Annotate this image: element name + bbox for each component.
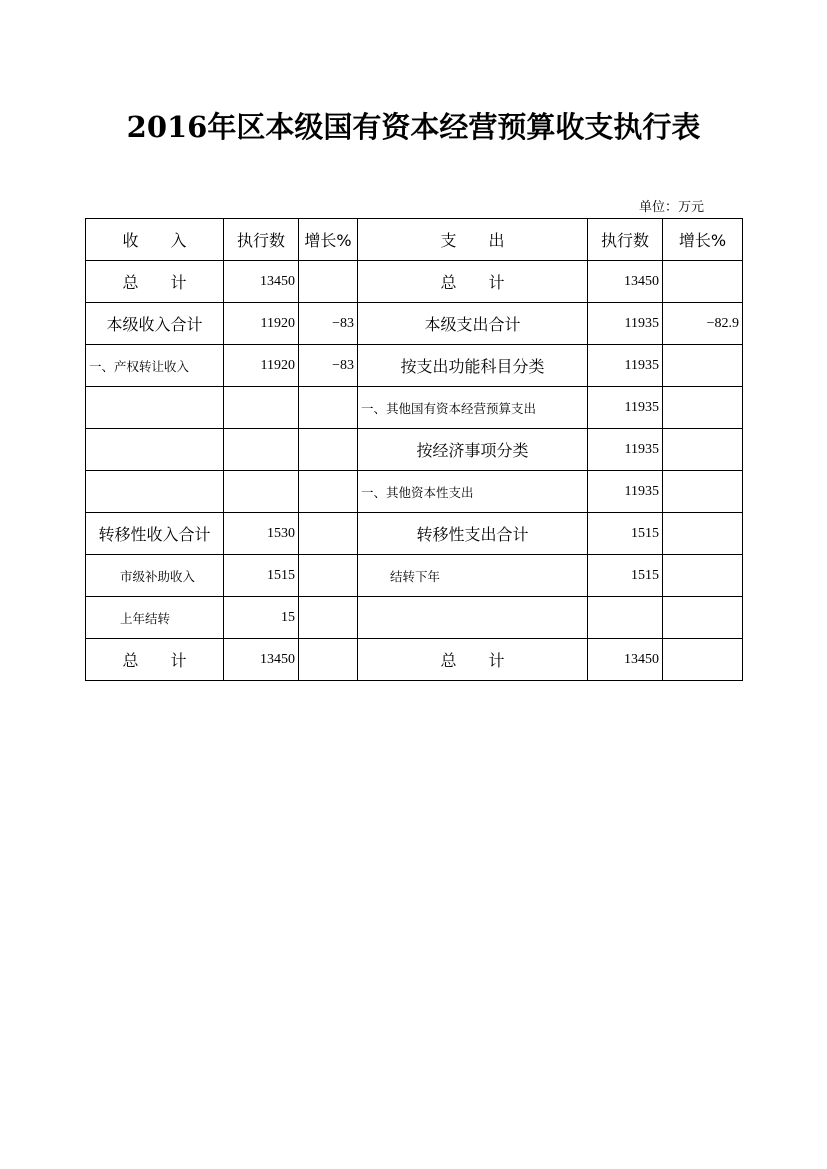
row-expense-exec: 11935 xyxy=(588,387,663,429)
row-expense-exec: 11935 xyxy=(588,303,663,345)
row-income-exec: 13450 xyxy=(224,261,299,303)
row-expense-exec: 1515 xyxy=(588,513,663,555)
unit-label: 单位：万元 xyxy=(638,200,704,215)
row-expense-growth xyxy=(663,345,743,387)
row-income-label: 市级补助收入 xyxy=(86,555,224,597)
row-income-growth xyxy=(299,261,358,303)
row-expense-growth xyxy=(663,261,743,303)
row-income-label xyxy=(86,471,224,513)
table-row xyxy=(86,387,743,429)
row-expense-exec xyxy=(588,597,663,639)
budget-table xyxy=(85,218,743,681)
row-expense-label: 总 计 xyxy=(358,639,588,681)
row-expense-growth xyxy=(663,429,743,471)
header-income: 收 入 xyxy=(86,219,224,261)
table-row xyxy=(86,513,743,555)
row-income-growth xyxy=(299,513,358,555)
header-expense-exec: 执行数 xyxy=(588,219,663,261)
row-income-exec xyxy=(224,471,299,513)
row-expense-exec: 1515 xyxy=(588,555,663,597)
header-expense: 支 出 xyxy=(358,219,588,261)
row-expense-label: 转移性支出合计 xyxy=(358,513,588,555)
row-income-exec xyxy=(224,429,299,471)
row-expense-growth xyxy=(663,471,743,513)
row-income-label: 一、产权转让收入 xyxy=(86,345,224,387)
table-row xyxy=(86,303,743,345)
table-row xyxy=(86,639,743,681)
page-title: 2016年区本级国有资本经营预算收支执行表 xyxy=(126,110,701,144)
row-income-label: 本级收入合计 xyxy=(86,303,224,345)
table-row xyxy=(86,471,743,513)
row-income-exec: 13450 xyxy=(224,639,299,681)
row-expense-label: 一、其他资本性支出 xyxy=(358,471,588,513)
row-income-label: 总 计 xyxy=(86,639,224,681)
row-income-exec: 15 xyxy=(224,597,299,639)
row-expense-exec: 11935 xyxy=(588,345,663,387)
row-expense-growth xyxy=(663,639,743,681)
row-expense-growth xyxy=(663,387,743,429)
header-expense-growth: 增长% xyxy=(663,219,743,261)
table-row xyxy=(86,429,743,471)
row-income-growth xyxy=(299,429,358,471)
row-income-label: 总 计 xyxy=(86,261,224,303)
row-expense-growth: −82.9 xyxy=(663,303,743,345)
row-income-exec: 11920 xyxy=(224,303,299,345)
row-income-growth: −83 xyxy=(299,345,358,387)
row-expense-label: 结转下年 xyxy=(358,555,588,597)
row-income-label xyxy=(86,387,224,429)
row-expense-exec: 11935 xyxy=(588,429,663,471)
table-row xyxy=(86,345,743,387)
row-income-growth xyxy=(299,639,358,681)
header-income-growth: 增长% xyxy=(299,219,358,261)
row-expense-label: 按经济事项分类 xyxy=(358,429,588,471)
row-income-exec: 1530 xyxy=(224,513,299,555)
table-row xyxy=(86,261,743,303)
row-expense-label xyxy=(358,597,588,639)
row-expense-label: 本级支出合计 xyxy=(358,303,588,345)
row-income-exec: 11920 xyxy=(224,345,299,387)
row-expense-label: 总 计 xyxy=(358,261,588,303)
row-expense-label: 一、其他国有资本经营预算支出 xyxy=(358,387,588,429)
row-income-growth xyxy=(299,555,358,597)
table-header-row xyxy=(86,219,743,261)
row-income-growth xyxy=(299,597,358,639)
row-expense-exec: 11935 xyxy=(588,471,663,513)
row-income-label: 上年结转 xyxy=(86,597,224,639)
row-expense-growth xyxy=(663,513,743,555)
row-income-exec xyxy=(224,387,299,429)
row-expense-growth xyxy=(663,597,743,639)
header-income-exec: 执行数 xyxy=(224,219,299,261)
row-expense-label: 按支出功能科目分类 xyxy=(358,345,588,387)
row-income-growth: −83 xyxy=(299,303,358,345)
row-expense-exec: 13450 xyxy=(588,261,663,303)
row-income-label xyxy=(86,429,224,471)
row-income-label: 转移性收入合计 xyxy=(86,513,224,555)
row-income-growth xyxy=(299,387,358,429)
table-row xyxy=(86,555,743,597)
row-expense-exec: 13450 xyxy=(588,639,663,681)
row-income-exec: 1515 xyxy=(224,555,299,597)
table-row xyxy=(86,597,743,639)
row-income-growth xyxy=(299,471,358,513)
row-expense-growth xyxy=(663,555,743,597)
